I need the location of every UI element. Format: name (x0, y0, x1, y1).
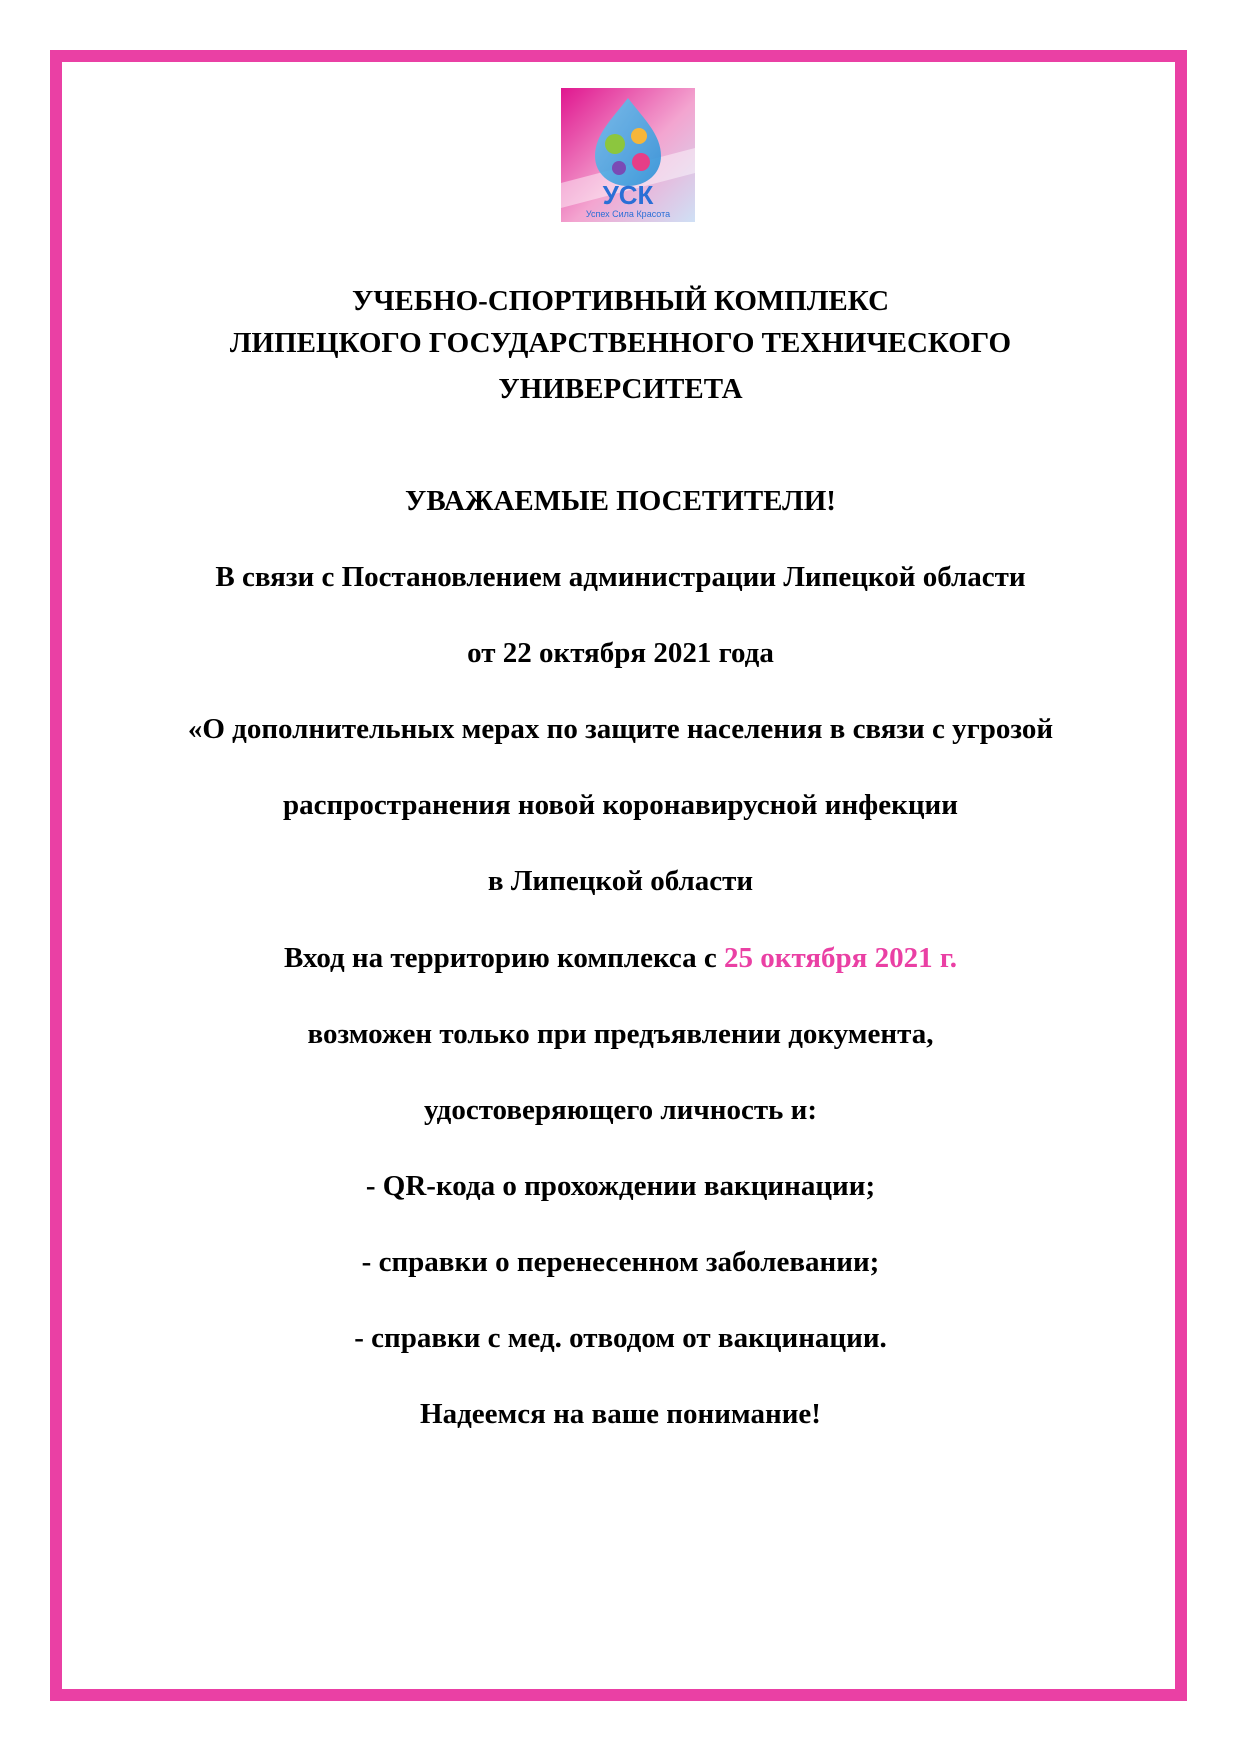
entry-prefix: Вход на территорию комплекса с (283, 942, 725, 974)
entry-line (0, 940, 1241, 976)
heading-line-1: УЧЕБНО-СПОРТИВНЫЙ КОМПЛЕКС (351, 285, 890, 317)
list-item-medical-exemption: - справки с мед. отводом от вакцинации. (354, 1322, 887, 1354)
decree-line-4: распространения новой коронавирусной инфекции (283, 789, 958, 821)
heading-line-3: УНИВЕРСИТЕТА (498, 373, 743, 405)
usk-logo-graphic (561, 88, 695, 222)
decree-line-2: от 22 октября 2021 года (467, 637, 774, 669)
decree-line-1: В связи с Постановлением администрации Липецкой области (215, 561, 1026, 593)
heading-line-2: ЛИПЕЦКОГО ГОСУДАРСТВЕННОГО ТЕХНИЧЕСКОГО (229, 327, 1012, 359)
logo-abbr: УСК (602, 180, 654, 210)
list-item-illness-certificate: - справки о перенесенном заболевании; (361, 1246, 880, 1278)
entry-date: 25 октября 2021 г. (724, 942, 958, 974)
requirement-line-2: удостоверяющего личность и: (423, 1094, 818, 1126)
decree-line-5: в Липецкой области (487, 865, 754, 897)
closing-line: Надеемся на ваше понимание! (420, 1398, 821, 1430)
greeting: УВАЖАЕМЫЕ ПОСЕТИТЕЛИ! (405, 485, 836, 517)
list-item-qr-code: - QR-кода о прохождении вакцинации; (365, 1170, 876, 1202)
decree-line-3: «О дополнительных мерах по защите населения в связи с угрозой (187, 713, 1054, 745)
logo-tagline: Успех Сила Красота (585, 209, 671, 219)
requirement-line-1: возможен только при предъявлении документа, (307, 1018, 934, 1050)
usk-logo (561, 88, 695, 222)
